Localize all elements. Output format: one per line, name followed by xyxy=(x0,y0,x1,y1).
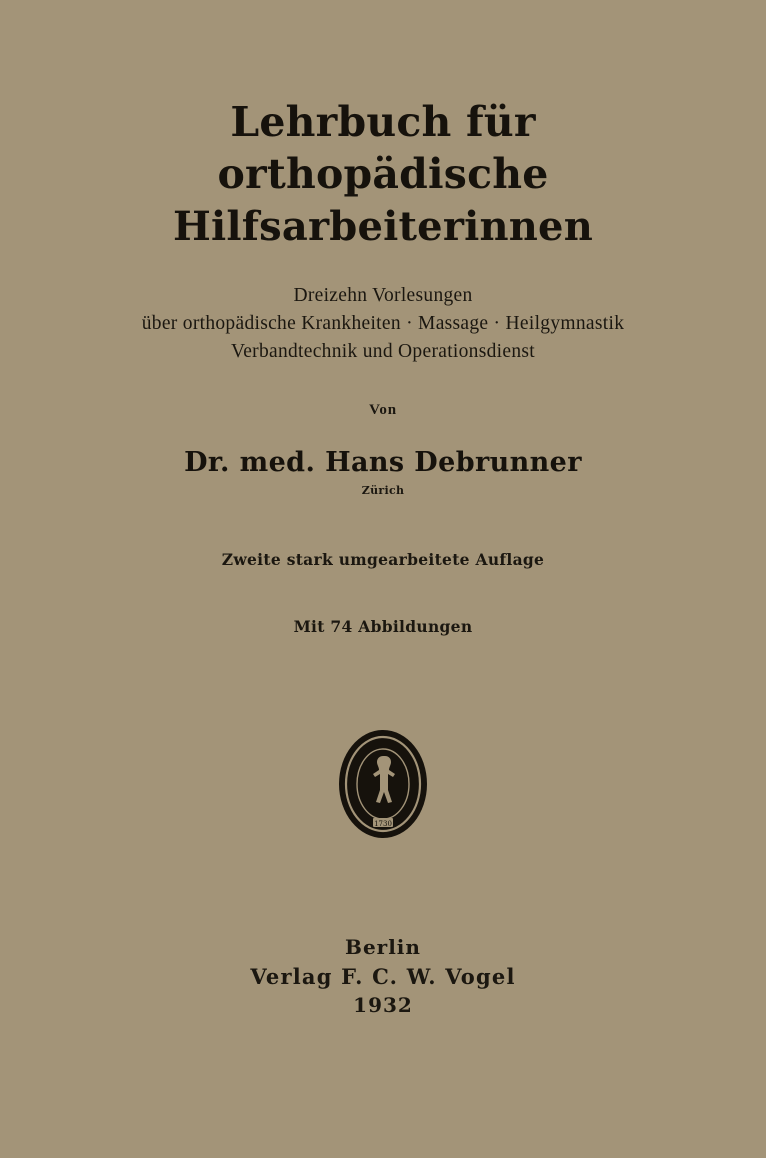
cover-content xyxy=(0,96,766,842)
subtitle-line-3: Verbandtechnik und Operationsdienst xyxy=(230,340,535,362)
publisher-logo xyxy=(0,726,766,842)
figures-note: Mit 74 Abbildungen xyxy=(293,617,473,637)
publisher-block xyxy=(0,935,766,1017)
byline-label: Von xyxy=(369,402,397,419)
subtitle-line-2: über orthopädische Krankheiten · Massage · Heilgymnastik xyxy=(141,312,625,334)
title-line-1: Lehrbuch für orthopädische xyxy=(217,98,549,199)
author-name: Dr. med. Hans Debrunner xyxy=(184,447,582,479)
publisher-name: Verlag F. C. W. Vogel xyxy=(250,964,516,989)
subtitle-line-1: Dreizehn Vorlesungen xyxy=(293,285,473,307)
publisher-seal-icon xyxy=(335,726,431,842)
publication-year: 1932 xyxy=(353,993,413,1017)
book-subtitle xyxy=(0,282,766,365)
publisher-city: Berlin xyxy=(345,935,421,959)
title-line-2: Hilfsarbeiterinnen xyxy=(172,202,593,250)
author-city: Zürich xyxy=(361,484,405,498)
book-title xyxy=(83,96,683,252)
svg-text:1730: 1730 xyxy=(374,820,392,829)
edition-statement: Zweite stark umgearbeitete Auflage xyxy=(221,550,545,570)
